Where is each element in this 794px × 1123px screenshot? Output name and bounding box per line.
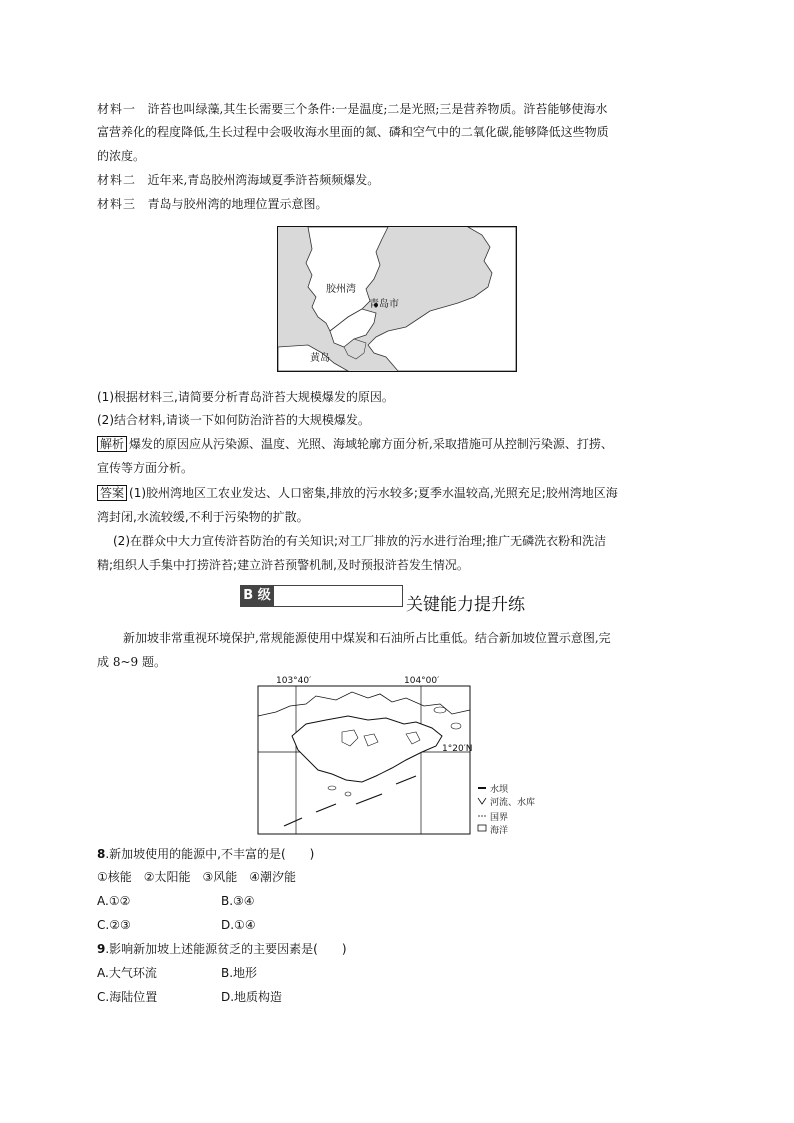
answer-tag: 答案 — [97, 485, 127, 501]
legend-ocean: 海洋 — [490, 826, 509, 836]
lon1-label: 103°40′ — [276, 676, 312, 686]
analysis-line2: 宣传等方面分析。 — [97, 461, 194, 475]
lon2-label: 104°00′ — [404, 676, 440, 686]
q9-option-a[interactable]: A.大气环流 — [97, 966, 157, 980]
lat1-label: 1°20′N — [442, 744, 473, 754]
section-title: 关键能力提升练 — [406, 595, 525, 615]
q8-option-a[interactable]: A.①② — [97, 894, 131, 908]
material3-line — [97, 196, 327, 212]
material1-label: 材料一 — [97, 102, 137, 116]
material1-line2: 富营养化的程度降低,生长过程中会吸收海水里面的氮、磷和空气中的二氧化碳,能够降低这些物质 — [97, 125, 609, 139]
intro-line1: 新加坡非常重视环境保护,常规能源使用中煤炭和石油所占比重低。结合新加坡位置示意图,完 — [123, 631, 611, 645]
material1-line1 — [97, 101, 607, 117]
material1-line3: 的浓度。 — [97, 149, 146, 163]
bay-label: 胶州湾 — [326, 284, 356, 295]
answer-line1 — [97, 485, 618, 501]
intro-line2: 成 8~9 题。 — [97, 655, 166, 669]
material2-line — [97, 172, 379, 188]
material2-text: 近年来,青岛胶州湾海域夏季浒苔频频爆发。 — [147, 173, 380, 187]
answer-line4: 精;组织人手集中打捞浒苔;建立浒苔预警机制,及时预报浒苔发生情况。 — [97, 558, 469, 572]
legend-border: 国界 — [490, 813, 509, 823]
q2-text: (2)结合材料,请谈一下如何防治浒苔的大规模爆发。 — [97, 413, 370, 427]
q1-text: (1)根据材料三,请简要分析青岛浒苔大规模爆发的原因。 — [97, 390, 394, 404]
q8-number: 8 — [97, 847, 106, 861]
qingdao-map — [277, 226, 517, 372]
island-label: 黄岛 — [310, 353, 330, 364]
level-badge: B 级 — [240, 585, 274, 607]
answer-line3: (2)在群众中大力宣传浒苔防治的有关知识;对工厂排放的污水进行治理;推广无磷洗衣粉和洗洁 — [113, 534, 607, 548]
material1-text-1: 浒苔也叫绿藻,其生长需要三个条件:一是温度;二是光照;三是营养物质。浒苔能够使海水 — [147, 102, 608, 116]
q8-stem — [97, 846, 314, 862]
q9-option-c[interactable]: C.海陆位置 — [97, 990, 158, 1004]
q9-option-d[interactable]: D.地质构造 — [221, 990, 283, 1004]
material3-label: 材料三 — [97, 197, 137, 211]
material3-text: 青岛与胶州湾的地理位置示意图。 — [147, 197, 328, 211]
analysis-tag: 解析 — [97, 436, 127, 452]
q8-option-d[interactable]: D.①④ — [221, 918, 256, 932]
q8-options-line: ①核能 ②太阳能 ③风能 ④潮汐能 — [97, 870, 297, 884]
q9-option-b[interactable]: B.地形 — [221, 966, 258, 980]
q8-option-b[interactable]: B.③④ — [221, 894, 255, 908]
legend-river: 河流、水库 — [490, 798, 536, 808]
material2-label: 材料二 — [97, 173, 137, 187]
analysis-text-1: 爆发的原因应从污染源、温度、光照、海域轮廓方面分析,采取措施可从控制污染源、打捞、 — [129, 437, 613, 451]
q8-option-c[interactable]: C.②③ — [97, 918, 131, 932]
q9-stem — [97, 941, 347, 957]
q8-text: .新加坡使用的能源中,不丰富的是( ) — [105, 847, 315, 861]
level-box — [274, 585, 403, 607]
analysis-line1 — [97, 436, 613, 452]
legend-dam: 水坝 — [490, 785, 509, 795]
q9-text: .影响新加坡上述能源贫乏的主要因素是( ) — [105, 942, 347, 956]
q9-number: 9 — [97, 942, 106, 956]
answer-text-1: (1)胶州湾地区工农业发达、人口密集,排放的污水较多;夏季水温较高,光照充足;胶州湾地区海 — [129, 486, 618, 500]
answer-line2: 湾封闭,水流较缓,不利于污染物的扩散。 — [97, 510, 309, 524]
city-label: 青岛市 — [369, 299, 399, 310]
singapore-map — [256, 676, 546, 836]
